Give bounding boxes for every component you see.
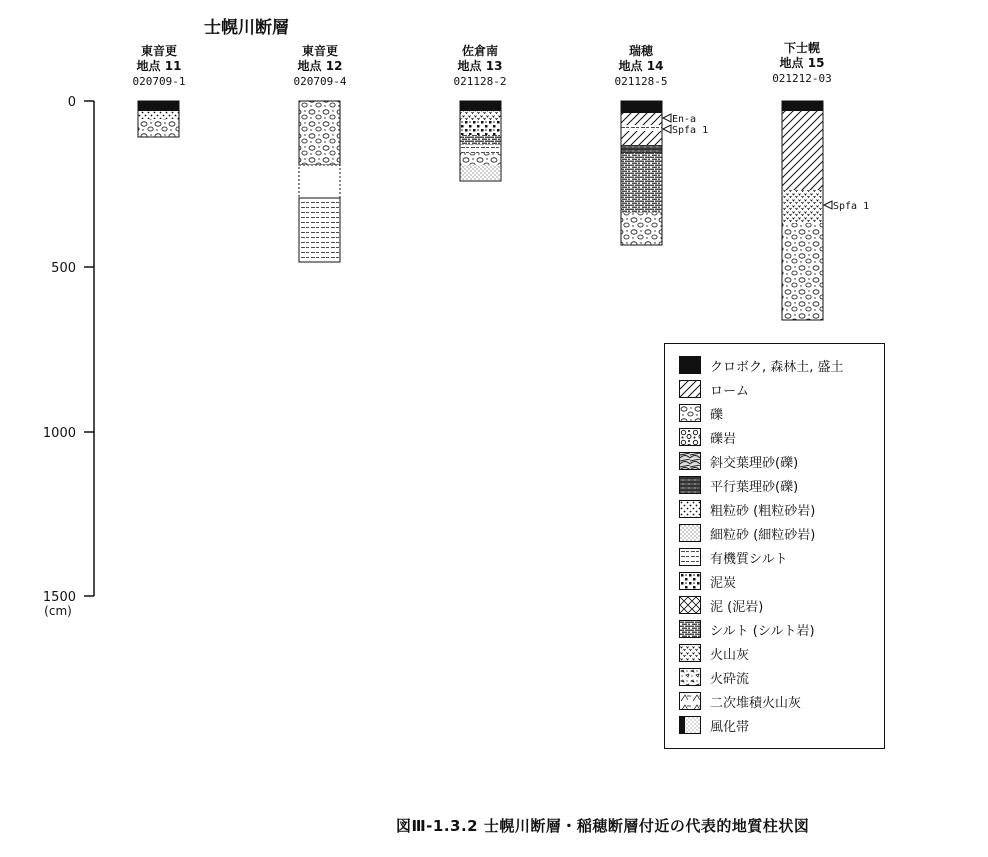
fine-sand-icon bbox=[679, 524, 701, 542]
column-point: 地点 14 bbox=[618, 59, 664, 73]
layer-fine-sand bbox=[460, 165, 501, 181]
legend-item bbox=[679, 546, 788, 568]
layer-volcanic-ash bbox=[782, 190, 823, 223]
layer-parallel-laminated-sand bbox=[621, 145, 662, 153]
legend-label: 粗粒砂 (粗粒砂岩) bbox=[710, 503, 816, 519]
layer-gravel bbox=[621, 213, 662, 245]
column-site-14 bbox=[615, 43, 709, 245]
organic-silt-icon bbox=[679, 548, 701, 566]
legend-item bbox=[679, 522, 815, 544]
axis-unit-label: (cm) bbox=[44, 604, 72, 618]
parallel-laminated-sand-icon bbox=[679, 476, 701, 494]
layer-loam bbox=[621, 113, 662, 125]
cross-laminated-sand-icon bbox=[679, 452, 701, 470]
layer-organic-silt bbox=[299, 198, 340, 262]
legend-item bbox=[679, 474, 798, 496]
layer-black-soil bbox=[782, 101, 823, 111]
legend-item bbox=[679, 402, 723, 424]
legend-item bbox=[679, 618, 815, 640]
legend-item bbox=[679, 426, 736, 448]
column-id: 020709-1 bbox=[132, 75, 186, 88]
column-point: 地点 15 bbox=[779, 56, 825, 70]
weathered-zone-icon bbox=[679, 716, 701, 734]
layer-gravel bbox=[460, 153, 501, 165]
layer-organic-silt bbox=[621, 125, 662, 131]
column-id: 021212-03 bbox=[772, 72, 832, 85]
layer-gravel bbox=[138, 119, 179, 137]
column-place: 瑞穂 bbox=[628, 44, 654, 58]
layer-black-soil bbox=[621, 101, 662, 113]
marker-spfa-1 bbox=[663, 125, 708, 136]
legend-item bbox=[679, 594, 763, 616]
gravel-icon bbox=[679, 404, 701, 422]
legend-item bbox=[679, 450, 798, 472]
reworked-ash-icon bbox=[679, 692, 701, 710]
column-place: 下士幌 bbox=[783, 41, 821, 55]
layer-silt bbox=[460, 135, 501, 145]
column-site-12 bbox=[294, 43, 347, 262]
silt-icon bbox=[679, 620, 701, 638]
marker-en-a bbox=[663, 114, 696, 125]
column-point: 地点 13 bbox=[457, 59, 503, 73]
legend-label: 火砕流 bbox=[710, 671, 750, 687]
axis-tick-label: 500 bbox=[51, 261, 76, 276]
legend-label: 二次堆積火山灰 bbox=[710, 695, 802, 711]
layer-volcanic-ash bbox=[460, 111, 501, 121]
column-id: 021128-5 bbox=[614, 75, 668, 88]
column-site-15 bbox=[772, 40, 869, 320]
peat-icon bbox=[679, 572, 701, 590]
legend-label: 礫岩 bbox=[710, 431, 737, 447]
legend-label: シルト (シルト岩) bbox=[710, 623, 815, 639]
black-fill-icon bbox=[679, 356, 701, 374]
legend-label: ローム bbox=[710, 383, 750, 399]
legend-item bbox=[679, 666, 749, 688]
mud-icon bbox=[679, 596, 701, 614]
pyroclastic-flow-icon bbox=[679, 668, 701, 686]
layer-loam bbox=[621, 131, 662, 145]
axis-tick-label: 1500 bbox=[42, 590, 76, 605]
legend-label: 平行葉理砂(礫) bbox=[710, 479, 799, 495]
figure-caption: 図Ⅲ-1.3.2 士幌川断層・稲穂断層付近の代表的地質柱状図 bbox=[396, 817, 810, 835]
layer-gap bbox=[299, 165, 340, 198]
layer-black-soil bbox=[460, 101, 501, 111]
legend-label: 礫 bbox=[710, 407, 724, 423]
legend-item bbox=[679, 714, 749, 736]
diagram-title: 士幌川断層 bbox=[204, 18, 289, 38]
conglomerate-icon bbox=[679, 428, 701, 446]
column-place: 東音更 bbox=[301, 44, 339, 58]
legend-item bbox=[679, 354, 844, 376]
legend-label: 泥 (泥岩) bbox=[710, 599, 764, 615]
layer-organic-silt bbox=[460, 145, 501, 153]
layer-gravel bbox=[782, 223, 823, 320]
axis-tick-label: 0 bbox=[67, 95, 76, 110]
legend-item bbox=[679, 642, 749, 664]
layer-coarse-sand bbox=[138, 111, 179, 119]
column-place: 東音更 bbox=[140, 44, 178, 58]
axis-tick-label: 1000 bbox=[42, 426, 76, 441]
volcanic-ash-icon bbox=[679, 644, 701, 662]
legend-label: 細粒砂 (細粒砂岩) bbox=[710, 527, 816, 543]
column-id: 021128-2 bbox=[453, 75, 507, 88]
column-place: 佐倉南 bbox=[461, 44, 499, 58]
depth-axis bbox=[43, 95, 94, 618]
legend-label: 有機質シルト bbox=[710, 551, 788, 567]
column-site-13 bbox=[454, 43, 507, 181]
marker-spfa-1 bbox=[824, 201, 869, 212]
column-point: 地点 12 bbox=[297, 59, 343, 73]
legend-label: 火山灰 bbox=[710, 647, 750, 663]
column-id: 020709-4 bbox=[293, 75, 347, 88]
coarse-sand-icon bbox=[679, 500, 701, 518]
svg-text:Spfa 1: Spfa 1 bbox=[833, 201, 870, 212]
legend-item bbox=[679, 690, 801, 712]
diagonal-hatch-icon bbox=[679, 380, 701, 398]
legend-label: 斜交葉理砂(礫) bbox=[710, 455, 799, 471]
legend-item bbox=[679, 570, 736, 592]
legend-label: 風化帯 bbox=[710, 719, 750, 735]
layer-gravel bbox=[299, 101, 340, 165]
layer-peat bbox=[460, 121, 501, 135]
legend bbox=[664, 343, 885, 749]
svg-text:Spfa 1: Spfa 1 bbox=[672, 125, 709, 136]
column-site-11 bbox=[133, 43, 186, 137]
legend-label: 泥炭 bbox=[710, 575, 737, 591]
legend-item bbox=[679, 498, 815, 520]
layer-black-soil bbox=[138, 101, 179, 111]
legend-item bbox=[679, 378, 749, 400]
layer-silt bbox=[621, 153, 662, 213]
legend-label: クロボク, 森林土, 盛土 bbox=[710, 359, 844, 375]
layer-loam bbox=[782, 111, 823, 190]
svg-text:En-a: En-a bbox=[672, 114, 697, 125]
column-point: 地点 11 bbox=[136, 59, 182, 73]
